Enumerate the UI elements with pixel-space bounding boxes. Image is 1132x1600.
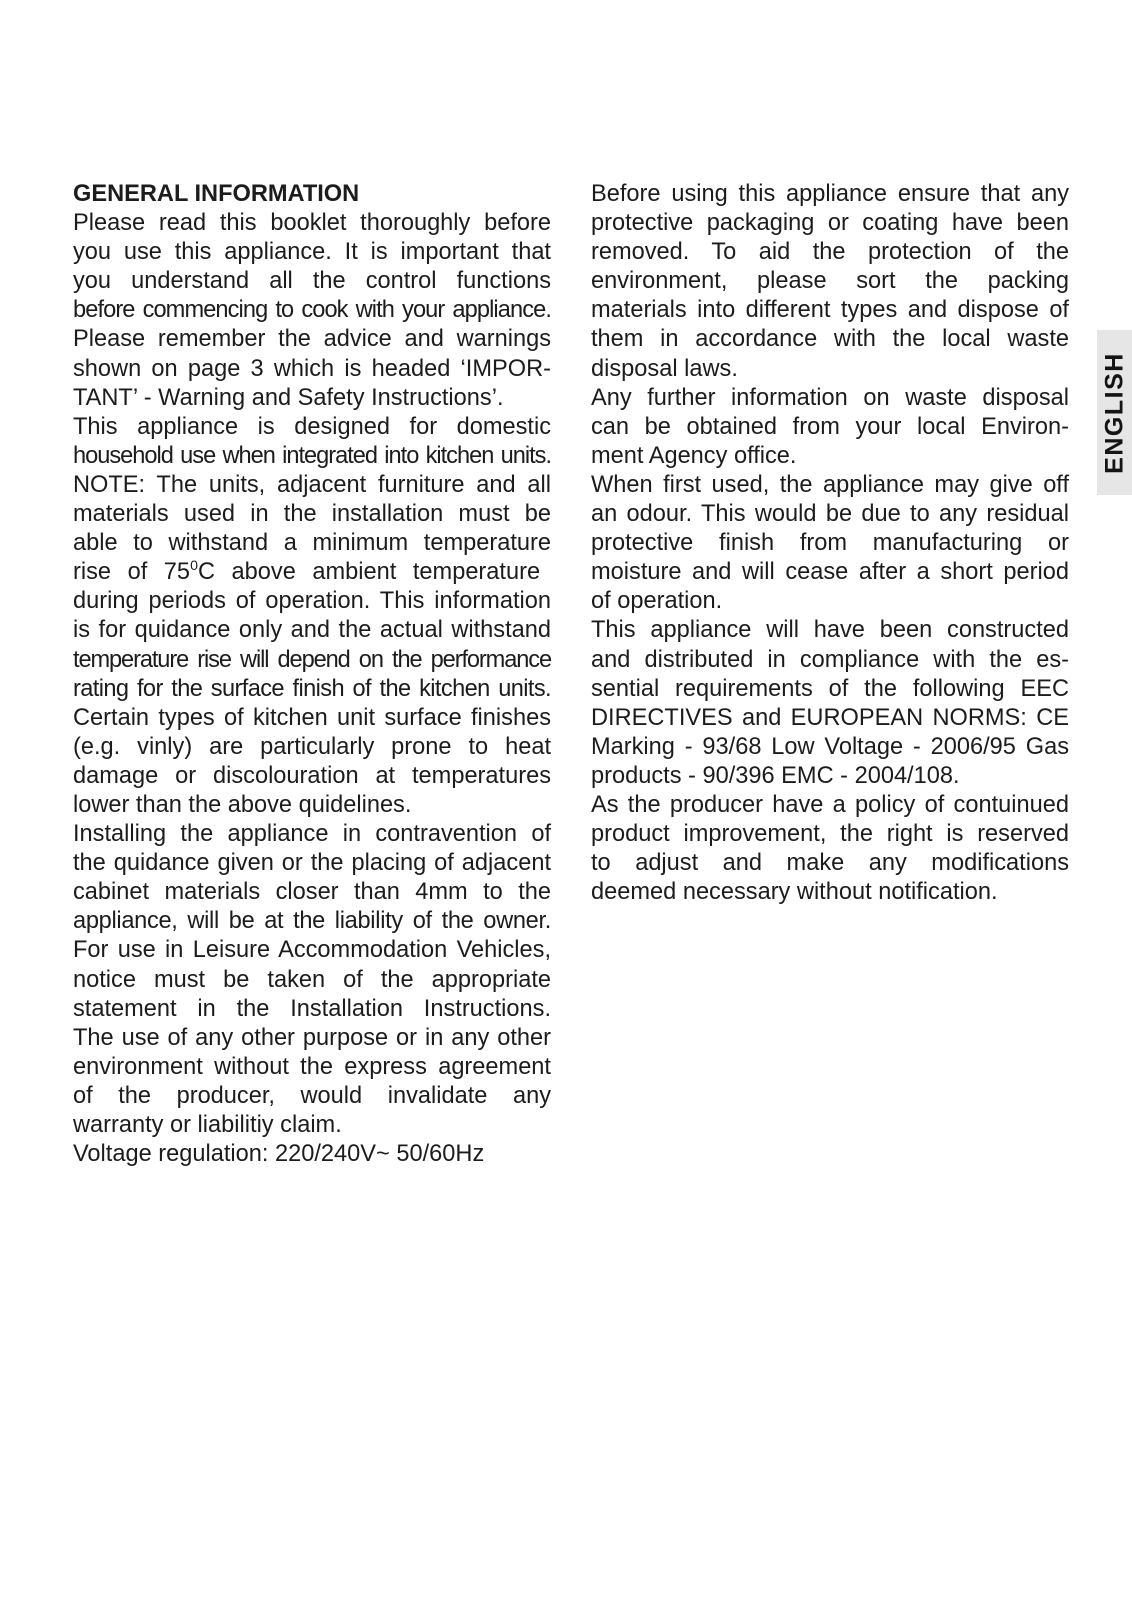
left-line: is for quidance only and the actual withstand <box>73 617 551 644</box>
left-line: of the producer, would invalidate any <box>73 1082 551 1109</box>
right-line: Marking - 93/68 Low Voltage - 2006/95 Gas <box>591 733 1069 760</box>
right-line: DIRECTIVES and EUROPEAN NORMS: CE <box>591 704 1069 731</box>
left-line: Please read this booklet thoroughly before <box>73 210 551 237</box>
left-line: appliance, will be at the liability of the owner. <box>73 908 551 935</box>
left-line: lower than the above quidelines. <box>73 791 412 818</box>
left-line: damage or discolouration at temperatures <box>73 762 551 789</box>
right-line: an odour. This would be due to any residual <box>591 501 1069 528</box>
left-line: able to withstand a minimum temperature <box>73 530 551 557</box>
right-line: protective finish from manufacturing or <box>591 530 1069 557</box>
left-line: materials used in the installation must be <box>73 501 551 528</box>
right-line: removed. To aid the protection of the <box>591 239 1069 266</box>
right-line: ment Agency office. <box>591 442 797 469</box>
right-line: of operation. <box>591 588 723 615</box>
temperature-rise-suffix: C above ambient temperature <box>197 559 541 586</box>
left-line: rating for the surface finish of the kitchen units. <box>73 675 551 702</box>
left-line: NOTE: The units, adjacent furniture and all <box>73 471 551 498</box>
right-line: As the producer have a policy of contuinued <box>591 791 1069 818</box>
left-line: you understand all the control functions <box>73 268 551 295</box>
left-line: temperature rise will depend on the performance <box>73 646 551 673</box>
right-line: product improvement, the right is reserved <box>591 821 1069 848</box>
left-line: This appliance is designed for domestic <box>73 413 551 440</box>
left-line: Installing the appliance in contravention of <box>73 821 551 848</box>
right-line: This appliance will have been constructed <box>591 617 1069 644</box>
right-line: Any further information on waste disposal <box>591 384 1069 411</box>
right-line: disposal laws. <box>591 355 738 382</box>
left-line: statement in the Installation Instructions. <box>73 995 551 1022</box>
left-line: environment without the express agreement <box>73 1053 551 1080</box>
left-line: before commencing to cook with your appliance. <box>73 297 551 324</box>
language-tab <box>1097 330 1132 495</box>
right-line: materials into different types and dispose of <box>591 297 1069 324</box>
left-line: The use of any other purpose or in any other <box>73 1024 551 1051</box>
left-line: warranty or liabilitiy claim. <box>73 1112 342 1138</box>
right-line: protective packaging or coating have been <box>591 210 1069 237</box>
right-line: can be obtained from your local Environ- <box>591 413 1069 440</box>
right-line: products - 90/396 EMC - 2004/108. <box>591 762 960 789</box>
left-line: Please remember the advice and warnings <box>73 326 551 353</box>
left-line: during periods of operation. This information <box>73 588 551 615</box>
right-column <box>591 180 1069 907</box>
left-line: Certain types of kitchen unit surface finishes <box>73 704 551 731</box>
left-line: you use this appliance. It is important that <box>73 239 551 266</box>
right-line: moisture and will cease after a short period <box>591 559 1069 586</box>
right-line: environment, please sort the packing <box>591 268 1069 295</box>
right-line: Before using this appliance ensure that any <box>591 181 1069 207</box>
right-line: them in accordance with the local waste <box>591 326 1069 353</box>
left-line: the quidance given or the placing of adjacent <box>73 850 551 877</box>
right-line: When first used, the appliance may give off <box>591 471 1069 498</box>
language-tab-label: ENGLISH <box>1100 351 1128 474</box>
left-line: household use when integrated into kitchen units. <box>73 442 551 469</box>
section-heading: GENERAL INFORMATION <box>73 181 360 207</box>
right-line: sential requirements of the following EEC <box>591 675 1069 702</box>
left-line: notice must be taken of the appropriate <box>73 966 551 993</box>
left-line: TANT’ - Warning and Safety Instructions’. <box>73 384 504 411</box>
left-line: For use in Leisure Accommodation Vehicles, <box>73 937 551 964</box>
temperature-rise-line <box>73 558 551 587</box>
right-line: to adjust and make any modifications <box>591 850 1069 877</box>
right-line: deemed necessary without notification. <box>591 879 998 906</box>
left-line: (e.g. vinly) are particularly prone to heat <box>73 733 551 760</box>
right-line: and distributed in compliance with the es- <box>591 646 1069 673</box>
temperature-rise-prefix: rise of 75 <box>73 559 191 586</box>
left-line: cabinet materials closer than 4mm to the <box>73 879 551 906</box>
left-line: shown on page 3 which is headed ‘IMPOR- <box>73 355 551 382</box>
degree-superscript: 0 <box>190 558 198 575</box>
voltage-line: Voltage regulation: 220/240V~ 50/60Hz <box>73 1141 485 1168</box>
left-column <box>73 180 551 1169</box>
